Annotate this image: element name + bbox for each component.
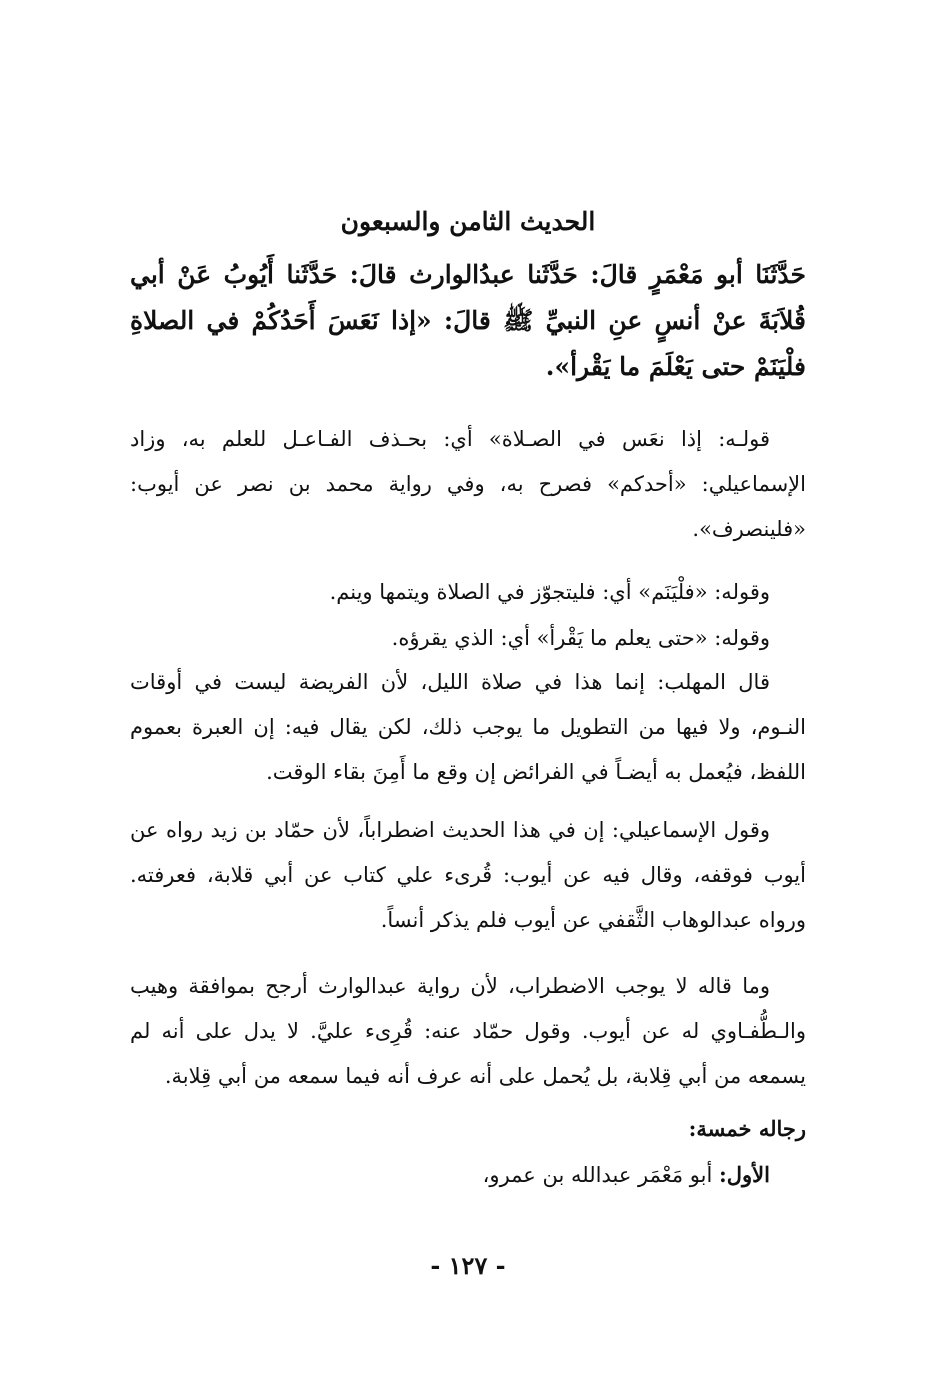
chapter-title: الحديث الثامن والسبعون [340,207,596,236]
narrator-entry [130,1152,806,1198]
commentary-paragraph-4: قال المهلب: إنما هذا في صلاة الليل، لأن الفريضة ليست في أوقات النـوم، ولا فيها من التطويل ما يوجب ذلك، لكن يقال فيه: إن العبرة بعموم اللفظ، فيُعمل به أيضـاً في الفرائض إن وقع ما أَمِنَ بقاء الوقت. [130,670,806,784]
commentary-paragraph-2: وقوله: «فلْيَنَم» أي: فليتجوّز في الصلاة ويتمها وينم. [329,580,770,604]
narrator-label: الأول: [719,1162,770,1187]
hadith-text: حَدَّثَنَا أبو مَعْمَرٍ قالَ: حَدَّثَنا عبدُالوارث قالَ: حَدَّثَنا أَيُوبُ عَنْ أبي قُلاَبَةَ عنْ أنسٍ عنِ النبيِّ ﷺ قالَ: «إذا نَعَسَ أَحَدُكُمْ في الصلاةِ فلْيَنَمْ حتى يَعْلَمَ ما يَقْرأ». [130,260,806,381]
commentary-paragraph-3: وقوله: «حتى يعلم ما يَقْرأ» أي: الذي يقرؤه. [391,626,770,650]
page-number: - ١٢٧ - [430,1251,506,1280]
commentary-paragraph-1: قولـه: إذا نعَس في الصـلاة» أي: بحـذف الفـاعـل للعلم به، وزاد الإسماعيلي: «أحدكم» فصرح به، وفي رواية محمد بن نصر عن أيوب: «فلينصرف». [130,427,806,541]
narrator-text: أبو مَعْمَر عبدالله بن عمرو، [482,1163,713,1187]
narrators-heading: رجاله خمسة: [688,1116,806,1141]
commentary-paragraph-5: وقول الإسماعيلي: إن في هذا الحديث اضطراباً، لأن حمّاد بن زيد رواه عن أيوب فوقفه، وقال فيه عن أيوب: قُرىء علي كتاب عن أبي قلابة، فعرفته. ورواه عبدالوهاب الثَّقفي عن أيوب فلم يذكر أنساً. [130,818,806,932]
commentary-paragraph-6: وما قاله لا يوجب الاضطراب، لأن رواية عبدالوارث أرجح بموافقة وهيب والـطُّفـاوي له عن أيوب. وقول حمّاد عنه: قُرِىء عليَّ. لا يدل على أنه لم يسمعه من أبي قِلابة، بل يُحمل على أنه عرف أنه فيما سمعه من أبي قِلابة. [130,974,806,1088]
